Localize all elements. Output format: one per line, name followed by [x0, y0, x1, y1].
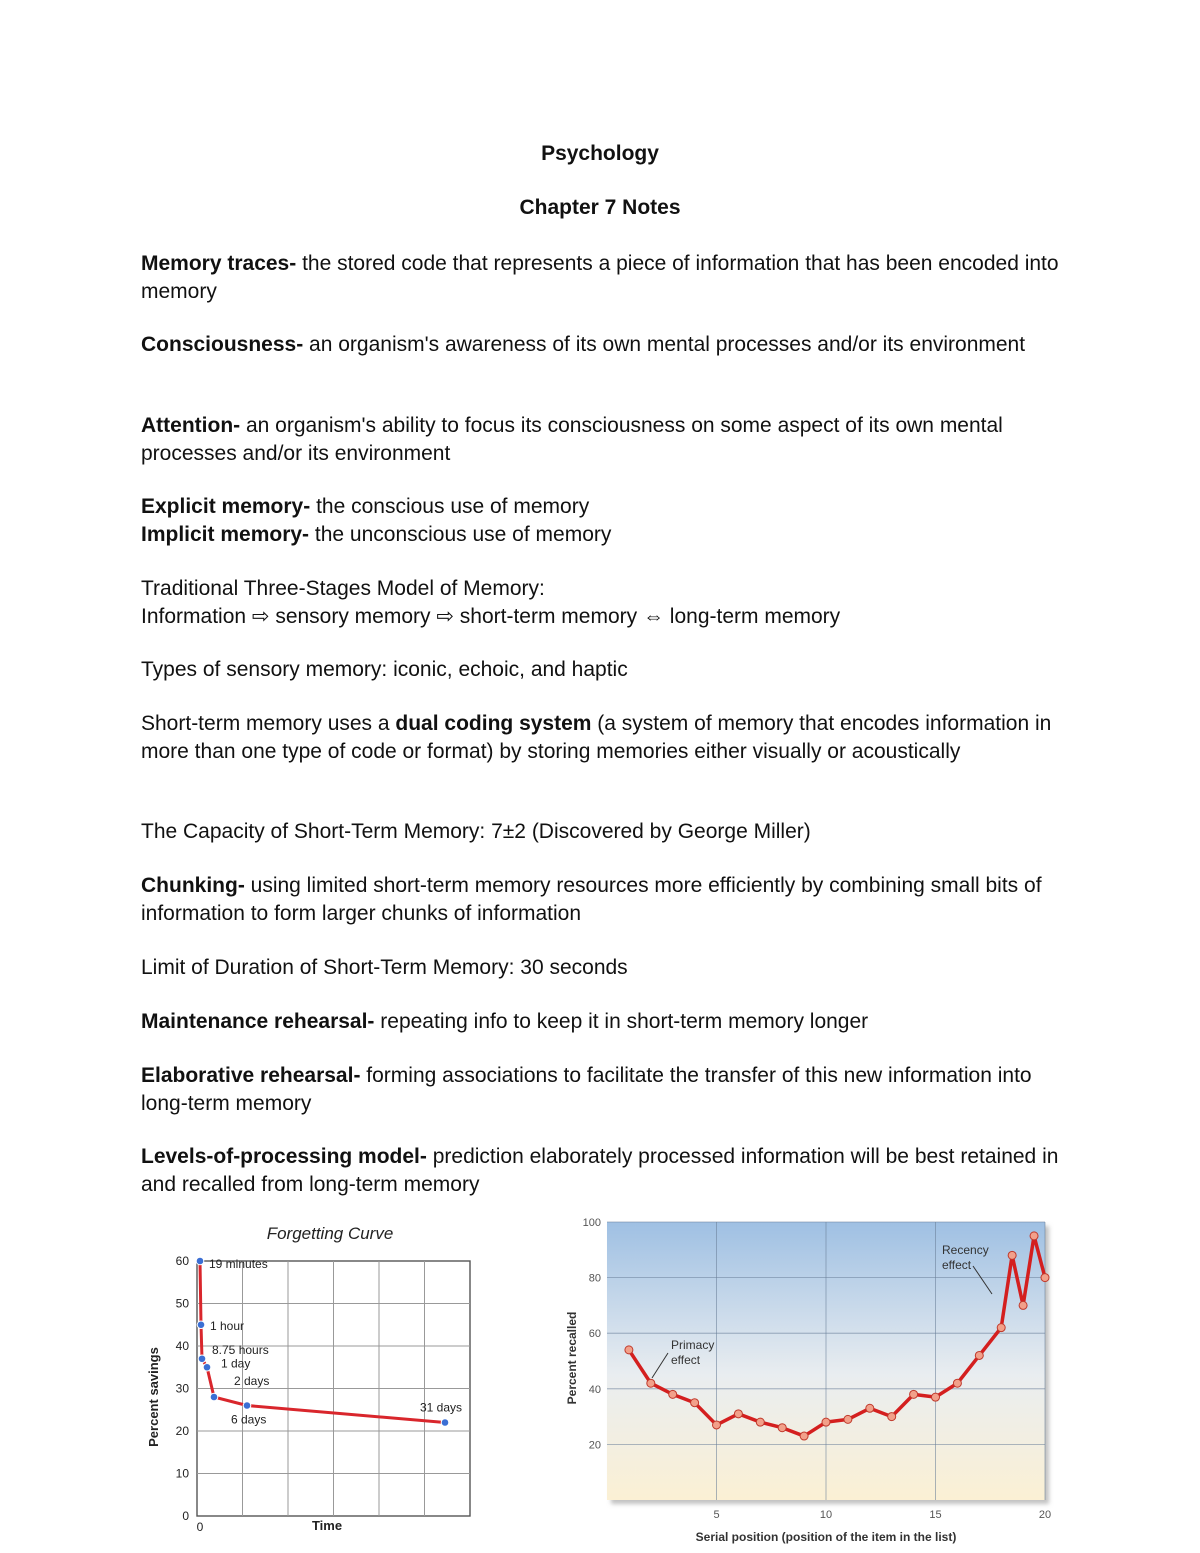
- sp-y-tick: 40: [588, 1383, 601, 1396]
- sp-point: [975, 1351, 983, 1359]
- def-explicit-memory: the conscious use of memory: [310, 495, 590, 518]
- note-elaborative: [141, 1062, 1061, 1118]
- sp-x-tick: 5: [713, 1509, 720, 1521]
- fc-point: [197, 1321, 205, 1329]
- sp-point: [888, 1413, 896, 1421]
- sp-point: [669, 1390, 677, 1398]
- fc-point-label: 8.75 hours: [212, 1342, 269, 1357]
- sp-point: [953, 1379, 961, 1387]
- sp-primacy-label: Primacy: [671, 1338, 715, 1352]
- def-attention: an organism's ability to focus its consciousness on some aspect of its own mental processes and/or its environment: [141, 414, 1003, 465]
- sp-point: [647, 1379, 655, 1387]
- fc-point-label: 31 days: [420, 1400, 463, 1415]
- sp-point: [734, 1410, 742, 1418]
- sp-recency-label-2: effect: [942, 1258, 972, 1272]
- note-maintenance: [141, 1008, 1061, 1036]
- sp-point: [756, 1418, 764, 1426]
- def-maintenance: repeating info to keep it in short-term memory longer: [374, 1010, 869, 1033]
- sp-x-tick: 15: [929, 1509, 942, 1521]
- sp-point: [691, 1399, 699, 1407]
- sp-point: [997, 1324, 1005, 1332]
- note-model-heading: Traditional Three-Stages Model of Memory:: [141, 577, 545, 600]
- note-explicit-memory: [141, 493, 1061, 521]
- term-implicit-memory: Implicit memory-: [141, 523, 310, 546]
- def-consciousness: an organism's awareness of its own mental processes and/or its environment: [303, 333, 1026, 356]
- sp-y-tick: 20: [588, 1439, 601, 1452]
- sp-point: [844, 1415, 852, 1423]
- sp-x-ticks: [713, 1509, 1051, 1521]
- sp-y-label: Percent recalled: [565, 1311, 579, 1405]
- sp-point: [1041, 1274, 1049, 1282]
- fc-y-tick: 0: [182, 1509, 189, 1523]
- fc-y-tick: 30: [175, 1381, 189, 1396]
- sp-point: [625, 1346, 633, 1354]
- note-implicit-memory: [141, 521, 1061, 549]
- doc-title: Psychology: [541, 142, 659, 165]
- forgetting-curve-chart: [140, 1215, 480, 1545]
- def-chunking: using limited short-term memory resources more efficiently by combining small bits of information to form larger chunks of information: [141, 874, 1042, 925]
- note-attention: [141, 412, 1061, 468]
- term-memory-traces: Memory traces-: [141, 252, 297, 275]
- fc-y-tick: 50: [175, 1296, 189, 1311]
- note-dual-coding: [141, 710, 1061, 766]
- term-consciousness: Consciousness-: [141, 333, 304, 356]
- term-dual-coding: dual coding system: [395, 712, 592, 735]
- note-duration: Limit of Duration of Short-Term Memory: 30 seconds: [141, 956, 628, 979]
- term-attention: Attention-: [141, 414, 241, 437]
- sp-y-ticks: [583, 1217, 601, 1451]
- sp-point: [932, 1393, 940, 1401]
- fc-point: [203, 1363, 211, 1371]
- sp-y-tick: 80: [588, 1272, 601, 1285]
- serial-position-chart: [560, 1208, 1060, 1548]
- term-elaborative: Elaborative rehearsal-: [141, 1064, 361, 1087]
- doc-subtitle: Chapter 7 Notes: [519, 196, 681, 219]
- fc-point: [210, 1393, 218, 1401]
- note-levels: [141, 1143, 1061, 1199]
- sp-point: [778, 1424, 786, 1432]
- sp-point: [1019, 1301, 1027, 1309]
- fc-point: [198, 1355, 206, 1363]
- fc-point: [243, 1402, 251, 1410]
- fc-x-label: Time: [311, 1518, 343, 1533]
- def-elaborative: forming associations to facilitate the transfer of this new information into long-term memory: [141, 1064, 1032, 1115]
- fc-y-label: Percent savings: [146, 1347, 161, 1447]
- fc-point-label: 1 day: [221, 1356, 251, 1371]
- term-chunking: Chunking-: [141, 874, 245, 897]
- sp-point: [713, 1421, 721, 1429]
- sp-x-tick: 20: [1038, 1509, 1052, 1521]
- fc-point-label: 2 days: [234, 1374, 270, 1388]
- note-consciousness: [141, 331, 1061, 359]
- sp-point: [822, 1418, 830, 1426]
- sp-x-label: Serial position (position of the item in the list): [695, 1530, 957, 1544]
- fc-grid: [197, 1261, 470, 1516]
- fc-point-label: 1 hour: [210, 1318, 245, 1333]
- fc-point-label: 6 days: [231, 1412, 267, 1427]
- sp-point: [910, 1390, 918, 1398]
- dual-pre: Short-term memory uses a: [141, 712, 396, 735]
- sp-point: [800, 1432, 808, 1440]
- fc-title: Forgetting Curve: [266, 1224, 394, 1243]
- fc-y-ticks: [176, 1254, 190, 1523]
- note-capacity: The Capacity of Short-Term Memory: 7±2 (Discovered by George Miller): [141, 820, 811, 843]
- sp-primacy-label-2: effect: [671, 1353, 701, 1367]
- fc-y-tick: 40: [175, 1339, 189, 1353]
- fc-x-tick: 0: [196, 1520, 204, 1534]
- sp-recency-label: Recency: [942, 1243, 989, 1257]
- term-levels: Levels-of-processing model-: [141, 1145, 427, 1168]
- note-sensory-types: Types of sensory memory: iconic, echoic, and haptic: [141, 658, 628, 681]
- sp-point: [1008, 1251, 1016, 1259]
- fc-y-tick: 10: [175, 1466, 189, 1481]
- fc-point: [441, 1419, 449, 1427]
- note-chunking: [141, 872, 1061, 928]
- def-levels: prediction elaborately processed information will be best retained in and recalled from long-term memory: [141, 1145, 1059, 1196]
- term-explicit-memory: Explicit memory-: [141, 495, 311, 518]
- sp-point: [866, 1404, 874, 1412]
- sp-x-tick: 10: [819, 1509, 833, 1521]
- note-memory-traces: [141, 250, 1061, 306]
- term-maintenance: Maintenance rehearsal-: [141, 1010, 375, 1033]
- fc-y-tick: 20: [175, 1424, 189, 1438]
- dual-post: (a system of memory that encodes information in more than one type of code or format) by storing memories either visually or acoustically: [141, 712, 1052, 763]
- fc-point: [196, 1257, 204, 1265]
- note-model-flow: Information ⇨ sensory memory ⇨ short-term memory ⇔ long-term memory: [141, 605, 841, 628]
- sp-y-tick: 60: [588, 1328, 601, 1341]
- sp-point: [1030, 1232, 1038, 1240]
- fc-point-label: 19 minutes: [209, 1257, 268, 1271]
- fc-y-tick: 60: [175, 1254, 189, 1268]
- sp-y-tick: 100: [582, 1217, 601, 1229]
- def-implicit-memory: the unconscious use of memory: [309, 523, 612, 546]
- def-memory-traces: the stored code that represents a piece of information that has been encoded into memory: [141, 252, 1059, 303]
